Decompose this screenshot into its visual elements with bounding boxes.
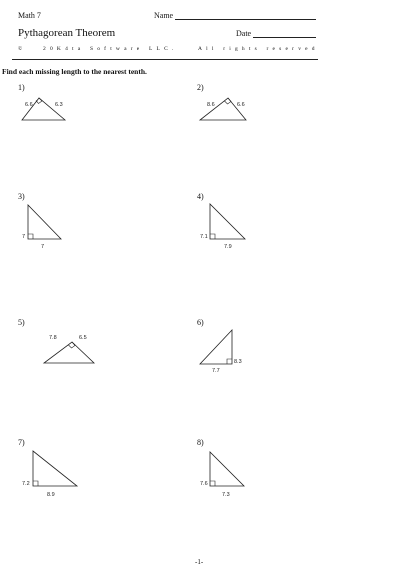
problem-6-label-b: 7.7	[212, 368, 220, 374]
problem-3-label-a: 7	[22, 234, 26, 240]
problem-number-3: 3)	[18, 192, 25, 201]
problem-8-label-b: 7.3	[222, 492, 230, 498]
problem-number-6: 6)	[197, 318, 204, 327]
problem-3-label-b: 7	[41, 244, 45, 250]
problem-4-label-b: 7.9	[224, 244, 232, 250]
problem-number-5: 5)	[18, 318, 25, 327]
name-label: Name	[154, 11, 174, 20]
problem-number-2: 2)	[197, 83, 204, 92]
instructions: Find each missing length to the nearest tenth.	[2, 67, 147, 76]
problem-1-label-b: 6.3	[55, 102, 63, 108]
problem-number-8: 8)	[197, 438, 204, 447]
date-label: Date	[236, 29, 252, 38]
worksheet-title: Pythagorean Theorem	[18, 27, 116, 39]
problem-5-label-a: 7.8	[49, 335, 57, 341]
problem-5-label-b: 6.5	[79, 335, 87, 341]
problem-number-1: 1)	[18, 83, 25, 92]
rights-text: All rights reserved	[198, 46, 319, 52]
problem-1-label-a: 6.6	[25, 102, 33, 108]
copyright-text: 20K4ta Software LLC.	[43, 46, 178, 52]
problem-4-label-a: 7.1	[200, 234, 208, 240]
copyright-symbol: ©	[18, 46, 27, 52]
problem-number-7: 7)	[18, 438, 25, 447]
problem-7-label-a: 7.2	[22, 481, 30, 487]
problem-8-label-a: 7.6	[200, 481, 208, 487]
problem-2-label-b: 6.6	[237, 102, 245, 108]
problem-number-4: 4)	[197, 192, 204, 201]
problem-2-label-a: 8.6	[207, 102, 215, 108]
course-label: Math 7	[18, 11, 41, 20]
problem-6-label-a: 8.3	[234, 359, 242, 365]
page-number: -1-	[195, 558, 204, 566]
problem-7-label-b: 8.9	[47, 492, 55, 498]
